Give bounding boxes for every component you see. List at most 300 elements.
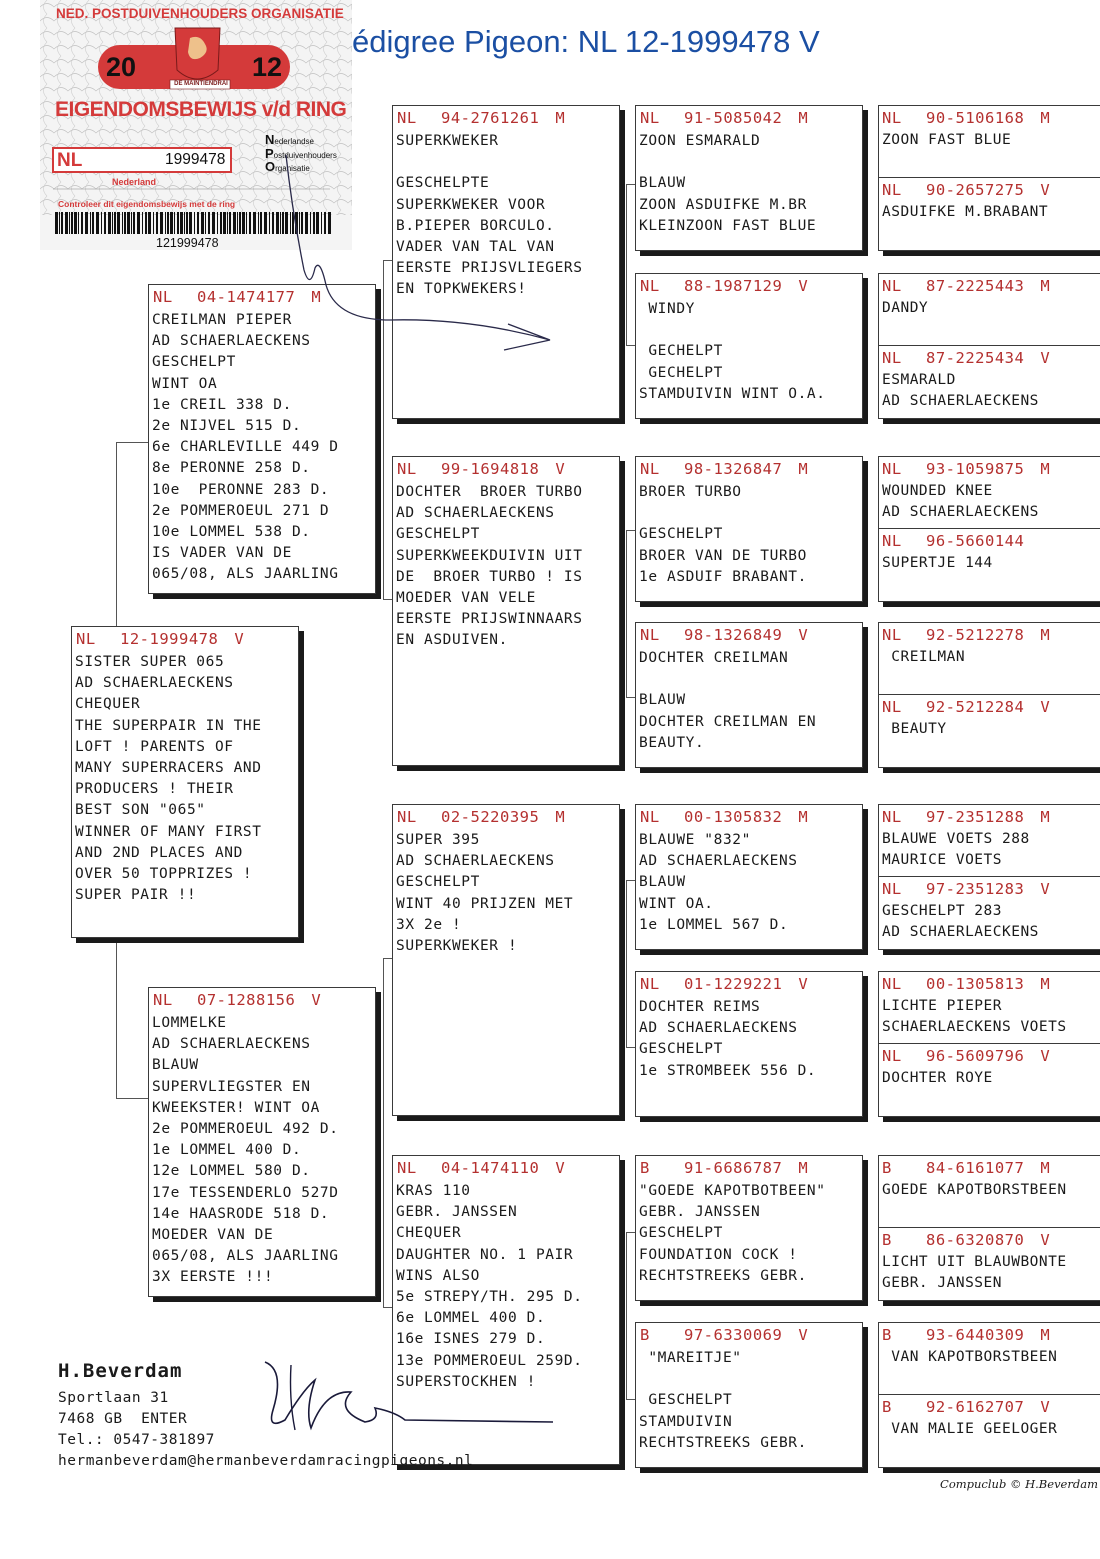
bird-header: [879, 805, 1100, 830]
card-npo-o: rganisatie: [275, 164, 310, 173]
bird-info-line: 14e HAASRODE 518 D.: [152, 1205, 330, 1222]
bird-cell-g5-11[interactable]: [879, 972, 1100, 1044]
bird-country: NL: [397, 460, 417, 478]
bird-card-g4-1[interactable]: [635, 105, 863, 251]
bird-card-g4-6[interactable]: [635, 971, 863, 1117]
bird-country: NL: [882, 880, 902, 898]
bird-header: [393, 805, 619, 830]
bird-info-line: GEBR. JANSSEN: [396, 1204, 518, 1221]
bird-info-line: 065/08, ALS JAARLING: [152, 1248, 339, 1265]
bird-info-line: EN ASDUIVEN.: [396, 632, 508, 649]
bird-info-line: SUPERVLIEGSTER EN: [152, 1078, 311, 1095]
bird-sex: V: [1040, 1231, 1051, 1249]
bird-ring: 00-1305813: [926, 975, 1025, 993]
bird-cell-g5-4[interactable]: [879, 346, 1100, 419]
bird-info-line: SUPERKWEEKDUIVIN UIT: [396, 547, 583, 564]
bird-info-line: STAMDUIVIN: [639, 1413, 733, 1430]
bird-card-mother[interactable]: [148, 987, 376, 1297]
bird-pair-box-3: [878, 456, 1100, 602]
bird-card-g4-2[interactable]: [635, 273, 863, 419]
bird-info-line: 1e LOMMEL 400 D.: [152, 1142, 302, 1159]
bird-header: [879, 106, 1100, 131]
bird-country: NL: [397, 1159, 417, 1177]
bird-info-line: STAMDUIVIN WINT O.A.: [639, 385, 826, 402]
bird-info-line: WOUNDED KNEE: [882, 483, 993, 499]
bird-country: B: [640, 1159, 650, 1177]
bird-info-line: EERSTE PRIJSVLIEGERS: [396, 260, 583, 277]
bird-sex: V: [798, 975, 809, 993]
bird-info-line: ESMARALD: [882, 372, 956, 388]
bird-info-line: DOCHTER ROYE: [882, 1070, 993, 1086]
bird-info-line: AD SCHAERLAECKENS: [639, 853, 798, 870]
bird-cell-g5-15[interactable]: [879, 1323, 1100, 1395]
bird-country: B: [882, 1326, 892, 1344]
bird-ring: 04-1474177: [197, 288, 296, 306]
bird-info-line: BROER VAN DE TURBO: [639, 547, 807, 564]
card-nederland: Nederland: [112, 177, 157, 187]
bird-info-line: AD SCHAERLAECKENS: [882, 393, 1039, 410]
bird-header: [879, 529, 1100, 554]
bird-info-line: ZOON FAST BLUE: [882, 132, 1012, 148]
bird-country: NL: [882, 460, 902, 478]
bird-sex: M: [1040, 626, 1051, 644]
bird-country: NL: [640, 626, 660, 644]
card-deed-title: EIGENDOMSBEWIJS v/d RING: [55, 98, 347, 121]
bird-info-line: GESCHELPT: [639, 1392, 733, 1409]
bird-country: NL: [882, 1047, 902, 1065]
bird-info-line: DOCHTER REIMS: [639, 999, 761, 1015]
bird-sex: M: [1040, 1159, 1051, 1177]
bird-cell-g5-3[interactable]: [879, 274, 1100, 346]
bird-ring: 04-1474110: [441, 1159, 540, 1177]
bird-country: NL: [153, 288, 173, 306]
owner-city: 7468 GB ENTER: [58, 1411, 188, 1427]
bird-info-line: SUPERKWEKER !: [396, 937, 518, 954]
bird-info-line: SISTER SUPER 065: [75, 654, 225, 670]
bird-header: [72, 627, 298, 652]
bird-country: NL: [882, 349, 902, 367]
bird-sex: V: [1040, 349, 1051, 367]
bird-header: [149, 988, 375, 1013]
bird-country: NL: [882, 626, 902, 644]
bird-ring: 97-2351283: [926, 880, 1025, 898]
bird-header: [636, 623, 862, 648]
bird-info-line: SUPERSTOCKHEN !: [396, 1373, 536, 1390]
bird-cell-g5-13[interactable]: [879, 1156, 1100, 1228]
bird-info-line: GECHELPT: [639, 343, 723, 360]
bird-info-line: DOCHTER CREILMAN: [639, 650, 789, 666]
bird-cell-g5-14[interactable]: [879, 1228, 1100, 1301]
bird-info-line: 1e CREIL 338 D.: [152, 396, 292, 413]
bird-country: NL: [882, 181, 902, 199]
bird-country: NL: [640, 460, 660, 478]
bird-country: B: [882, 1231, 892, 1249]
bird-country: NL: [640, 109, 660, 127]
bird-info-line: EN TOPKWEKERS!: [396, 281, 527, 298]
bird-country: NL: [882, 698, 902, 716]
bird-info-line: WINT OA: [152, 375, 218, 392]
bird-ring: 87-2225443: [926, 277, 1025, 295]
bird-cell-g5-16[interactable]: [879, 1395, 1100, 1468]
bird-sex: V: [555, 1159, 566, 1177]
bird-header: [879, 1228, 1100, 1253]
bird-header: [879, 457, 1100, 482]
bird-info-line: GESCHELPT: [396, 526, 480, 543]
bird-sex: M: [798, 109, 809, 127]
bird-header: [879, 178, 1100, 203]
bird-sex: M: [1040, 975, 1051, 993]
bird-info-line: SUPERKWEKER VOOR: [396, 196, 546, 213]
bird-country: B: [882, 1159, 892, 1177]
bird-country: NL: [882, 532, 902, 550]
bird-cell-g5-1[interactable]: [879, 106, 1100, 178]
bird-info-line: ZOON ASDUIFKE M.BR: [639, 196, 807, 213]
bird-cell-g5-9[interactable]: [879, 805, 1100, 877]
bird-sex: M: [1040, 1326, 1051, 1344]
bird-ring: 98-1326849: [684, 626, 783, 644]
bird-header: [879, 877, 1100, 902]
bird-info-line: DOCHTER BROER TURBO: [396, 484, 583, 500]
signature-graphic: [255, 1350, 565, 1440]
bird-info-line: 065/08, ALS JAARLING: [152, 566, 339, 583]
bird-info-line: GESCHELPT: [639, 1041, 723, 1058]
bird-info-line: GESCHELPTE: [396, 175, 490, 192]
bird-info-line: [636, 1369, 862, 1390]
bird-ring: 92-5212278: [926, 626, 1025, 644]
bird-info-line: LOMMELKE: [152, 1015, 227, 1031]
bird-ring: 97-6330069: [684, 1326, 783, 1344]
bird-sex: V: [311, 991, 322, 1009]
bird-ring: 99-1694818: [441, 460, 540, 478]
bird-info-line: "GOEDE KAPOTBOTBEEN": [639, 1183, 826, 1199]
bird-ring: 96-5660144: [926, 532, 1025, 550]
bird-pair-box-7: [878, 1155, 1100, 1301]
bird-sex: M: [555, 808, 566, 826]
bird-info-line: GESCHELPT: [152, 354, 236, 371]
bird-ring: 07-1288156: [197, 991, 296, 1009]
bird-info-line: MAURICE VOETS: [882, 852, 1002, 869]
bird-card-g4-4[interactable]: [635, 622, 863, 768]
bird-country: B: [640, 1326, 650, 1344]
card-ribbon: DE MAINTIENDRAI: [174, 81, 228, 87]
bird-info-line: MOEDER VAN VELE: [396, 589, 536, 606]
bird-sex: M: [798, 460, 809, 478]
bird-info-line: AD SCHAERLAECKENS: [639, 1020, 798, 1037]
bird-header: [636, 805, 862, 830]
bird-ring: 91-5085042: [684, 109, 783, 127]
bird-info-line: [636, 669, 862, 690]
bird-sex: V: [1040, 181, 1051, 199]
owner-email[interactable]: hermanbeverdam@hermanbeverdamracingpigeons.nl: [58, 1453, 474, 1469]
bird-card-mother-father[interactable]: [392, 804, 620, 1116]
bird-sex: V: [1040, 1047, 1051, 1065]
bird-info-line: WINNER OF MANY FIRST: [75, 823, 262, 840]
bird-ring: 94-2761261: [441, 109, 540, 127]
bird-sex: V: [1040, 698, 1051, 716]
bird-info-line: THE SUPERPAIR IN THE: [75, 717, 262, 734]
bird-info-line: WINT OA.: [639, 895, 714, 912]
owner-phone: Tel.: 0547-381897: [58, 1432, 215, 1448]
bird-info-line: DAUGHTER NO. 1 PAIR: [396, 1246, 574, 1263]
bird-ring: 90-2657275: [926, 181, 1025, 199]
bird-info-line: ZOON ESMARALD: [639, 133, 761, 149]
bird-info-line: EERSTE PRIJSWINNAARS: [396, 611, 583, 628]
bird-info-line: GESCHELPT: [639, 526, 723, 543]
bird-info-line: GEBR. JANSSEN: [639, 1204, 761, 1221]
bird-card-g4-8[interactable]: [635, 1322, 863, 1468]
bird-info-line: CREILMAN: [882, 649, 966, 665]
bird-info-line: DOCHTER CREILMAN EN: [639, 713, 817, 730]
bird-info-line: BEST SON "065": [75, 802, 206, 819]
card-npo-block: Nederlandse Postduivenhouders Organisatie: [265, 132, 337, 174]
card-control-note: Controleer dit eigendomsbewijs met de ring: [58, 199, 236, 209]
bird-country: NL: [882, 277, 902, 295]
bird-country: NL: [640, 277, 660, 295]
bird-header: [636, 106, 862, 131]
bird-pair-box-6: [878, 971, 1100, 1117]
bird-info-line: AD SCHAERLAECKENS: [396, 853, 555, 870]
bird-info-line: FOUNDATION COCK !: [639, 1246, 798, 1263]
bird-sex: M: [798, 808, 809, 826]
bird-info-line: GEBR. JANSSEN: [882, 1275, 1002, 1292]
bird-info-line: RECHTSTREEKS GEBR.: [639, 1267, 807, 1284]
bird-cell-g5-7[interactable]: [879, 623, 1100, 695]
card-year-left: 20: [106, 52, 137, 82]
bird-info-line: CHEQUER: [75, 696, 141, 713]
bird-ring: 92-5212284: [926, 698, 1025, 716]
bird-sex: M: [1040, 808, 1051, 826]
bird-sex: V: [234, 630, 245, 648]
owner-name: H.Beverdam: [58, 1360, 183, 1382]
bird-ring: 92-6162707: [926, 1398, 1025, 1416]
bird-info-line: PRODUCERS ! THEIR: [75, 781, 234, 798]
bird-info-line: AND 2ND PLACES AND: [75, 844, 243, 861]
bird-country: NL: [397, 808, 417, 826]
bird-info-line: [636, 152, 862, 173]
bird-info-line: B.PIEPER BORCULO.: [396, 217, 555, 234]
bird-ring: 86-6320870: [926, 1231, 1025, 1249]
card-year-right: 12: [252, 52, 283, 82]
bird-header: [879, 1323, 1100, 1348]
bird-info-line: MOEDER VAN DE: [152, 1226, 274, 1243]
bird-info-line: LICHT UIT BLAUWBONTE: [882, 1254, 1067, 1270]
bird-info-line: GESCHELPT: [639, 1225, 723, 1242]
bird-info-line: 1e STROMBEEK 556 D.: [639, 1062, 817, 1079]
bird-info-line: VADER VAN TAL VAN: [396, 238, 555, 255]
bird-info-line: BLAUWE "832": [639, 832, 751, 848]
bird-header: [393, 1156, 619, 1181]
bird-info-line: 12e LOMMEL 580 D.: [152, 1163, 311, 1180]
bird-pair-box-5: [878, 804, 1100, 950]
bird-info-line: 1e LOMMEL 567 D.: [639, 916, 789, 933]
bird-info-line: BLAUW: [639, 175, 686, 192]
bird-info-line: AD SCHAERLAECKENS: [882, 504, 1039, 521]
bird-ring: 87-2225434: [926, 349, 1025, 367]
bird-info-line: 8e PERONNE 258 D.: [152, 460, 311, 477]
bird-info-line: 2e NIJVEL 515 D.: [152, 417, 302, 434]
bird-info-line: GESCHELPT 283: [882, 903, 1002, 919]
bird-info-line: DANDY: [882, 300, 929, 316]
bird-info-line: 3X 2e !: [396, 916, 462, 933]
card-org: NED. POSTDUIVENHOUDERS ORGANISATIE: [56, 6, 344, 21]
bird-info-line: 17e TESSENDERLO 527D: [152, 1184, 339, 1201]
bird-info-line: AD SCHAERLAECKENS: [152, 1036, 311, 1053]
bird-info-line: BLAUW: [152, 1057, 199, 1074]
bird-info-line: LOFT ! PARENTS OF: [75, 738, 234, 755]
card-ring-number: 1999478: [165, 151, 226, 168]
bird-info-line: CREILMAN PIEPER: [152, 312, 292, 328]
bird-info-line: SCHAERLAECKENS VOETS: [882, 1019, 1067, 1036]
bird-header: [636, 1156, 862, 1181]
bird-header: [879, 1156, 1100, 1181]
bird-info-line: 16e ISNES 279 D.: [396, 1331, 546, 1348]
bird-ring: 97-2351288: [926, 808, 1025, 826]
bird-pair-box-2: [878, 273, 1100, 419]
bird-info-line: CHEQUER: [396, 1225, 462, 1242]
bird-ring: 12-1999478: [120, 630, 219, 648]
bird-info-line: ASDUIFKE M.BRABANT: [882, 204, 1049, 220]
bird-sex: V: [1040, 1398, 1051, 1416]
bird-sex: M: [1040, 277, 1051, 295]
bird-info-line: MANY SUPERRACERS AND: [75, 759, 262, 776]
bird-info-line: [636, 320, 862, 341]
page-title: édigree Pigeon: NL 12-1999478 V: [352, 24, 820, 59]
bird-country: NL: [640, 808, 660, 826]
bird-info-line: SUPERTJE 144: [882, 555, 993, 571]
bird-info-line: 6e CHARLEVILLE 449 D: [152, 439, 339, 456]
bird-header: [879, 1395, 1100, 1420]
bird-sex: V: [555, 460, 566, 478]
bird-ring: 98-1326847: [684, 460, 783, 478]
bird-cell-g5-8[interactable]: [879, 695, 1100, 768]
bird-header: [879, 623, 1100, 648]
owner-street: Sportlaan 31: [58, 1390, 169, 1406]
bird-info-line: 10e LOMMEL 538 D.: [152, 523, 311, 540]
bird-info-line: 13e POMMEROEUL 259D.: [396, 1352, 583, 1369]
bird-sex: V: [798, 277, 809, 295]
bird-info-line: "MAREITJE": [639, 1350, 742, 1366]
bird-country: NL: [640, 975, 660, 993]
card-country: NL: [57, 150, 83, 171]
bird-ring: 90-5106168: [926, 109, 1025, 127]
bird-ring: 96-5609796: [926, 1047, 1025, 1065]
bird-info-line: BLAUW: [639, 692, 686, 709]
bird-info-line: 1e ASDUIF BRABANT.: [639, 568, 807, 585]
bird-cell-g5-6[interactable]: [879, 529, 1100, 602]
bird-info-line: BEAUTY.: [639, 734, 705, 751]
bird-info-line: LICHTE PIEPER: [882, 998, 1002, 1014]
bird-info-line: RECHTSTREEKS GEBR.: [639, 1434, 807, 1451]
bird-info-line: GOEDE KAPOTBORSTBEEN: [882, 1182, 1067, 1198]
bird-ring: 02-5220395: [441, 808, 540, 826]
bird-info-line: BLAUWE VOETS 288: [882, 831, 1030, 847]
bird-header: [879, 972, 1100, 997]
bird-card-father-mother[interactable]: [392, 456, 620, 766]
bird-info-line: AD SCHAERLAECKENS: [882, 924, 1039, 941]
bird-info-line: IS VADER VAN DE: [152, 545, 292, 562]
bird-info-line: AD SCHAERLAECKENS: [396, 505, 555, 522]
bird-header: [879, 346, 1100, 371]
bird-info-line: BLAUW: [639, 874, 686, 891]
bird-info-line: GECHELPT: [639, 364, 723, 381]
bird-cell-g5-10[interactable]: [879, 877, 1100, 950]
bird-header: [393, 106, 619, 131]
bird-country: NL: [882, 975, 902, 993]
bird-info-line: KLEINZOON FAST BLUE: [639, 217, 817, 234]
bird-pair-box-1: [878, 105, 1100, 251]
bird-ring: 91-6686787: [684, 1159, 783, 1177]
bird-info-line: AD SCHAERLAECKENS: [152, 333, 311, 350]
bird-info-line: SUPER 395: [396, 832, 480, 848]
bird-country: NL: [76, 630, 96, 648]
card-npo-n: ederlandse: [274, 137, 314, 146]
bird-country: NL: [882, 109, 902, 127]
bird-sex: M: [555, 109, 566, 127]
bird-info-line: VAN KAPOTBORSTBEEN: [882, 1349, 1058, 1365]
bird-info-line: DE BROER TURBO ! IS: [396, 568, 583, 585]
bird-header: [393, 457, 619, 482]
bird-cell-g5-12[interactable]: [879, 1044, 1100, 1117]
bird-sex: M: [1040, 109, 1051, 127]
bird-sex: V: [798, 1326, 809, 1344]
bird-info-line: BEAUTY: [882, 721, 947, 737]
bird-card-g4-7[interactable]: [635, 1155, 863, 1301]
bird-ring: 93-6440309: [926, 1326, 1025, 1344]
bird-card-g4-5[interactable]: [635, 804, 863, 950]
bird-info-line: VAN MALIE GEELOGER: [882, 1421, 1058, 1437]
bird-info-line: WINDY: [639, 301, 695, 317]
bird-info-line: WINS ALSO: [396, 1267, 480, 1284]
bird-pair-box-4: [878, 622, 1100, 768]
bird-ring: 00-1305832: [684, 808, 783, 826]
bird-info-line: KRAS 110: [396, 1183, 471, 1199]
bird-info-line: 6e LOMMEL 400 D.: [396, 1310, 546, 1327]
bird-info-line: BROER TURBO: [639, 484, 742, 500]
bird-info-line: AD SCHAERLAECKENS: [75, 675, 234, 692]
hand-drawn-arrow: [270, 150, 570, 360]
bird-card-subject[interactable]: [71, 626, 299, 938]
bird-ring: 88-1987129: [684, 277, 783, 295]
bird-card-g4-3[interactable]: [635, 456, 863, 602]
bird-info-line: 3X EERSTE !!!: [152, 1269, 274, 1286]
bird-sex: M: [311, 288, 322, 306]
bird-sex: V: [1040, 880, 1051, 898]
bird-ring: 01-1229221: [684, 975, 783, 993]
bird-info-line: 2e POMMEROEUL 492 D.: [152, 1120, 339, 1137]
bird-ring: 93-1059875: [926, 460, 1025, 478]
bird-header: [636, 972, 862, 997]
bird-sex: M: [798, 1159, 809, 1177]
bird-header: [636, 1323, 862, 1348]
bird-cell-g5-5[interactable]: [879, 457, 1100, 529]
bird-info-line: 2e POMMEROEUL 271 D: [152, 502, 330, 519]
bird-info-line: 5e STREPY/TH. 295 D.: [396, 1288, 583, 1305]
bird-sex: M: [1040, 460, 1051, 478]
bird-header: [879, 274, 1100, 299]
bird-info-line: [636, 503, 862, 524]
card-barcode-number: 121999478: [156, 236, 219, 250]
bird-country: NL: [153, 991, 173, 1009]
bird-header: [636, 457, 862, 482]
bird-info-line: OVER 50 TOPPRIZES !: [75, 865, 253, 882]
bird-info-line: SUPERKWEKER: [396, 133, 499, 149]
card-npo-p: ostduivenhouders: [273, 150, 337, 160]
bird-header: [879, 695, 1100, 720]
bird-info-line: 10e PERONNE 283 D.: [152, 481, 330, 498]
bird-info-line: GESCHELPT: [396, 874, 480, 891]
bird-cell-g5-2[interactable]: [879, 178, 1100, 251]
bird-info-line: SUPER PAIR !!: [75, 887, 197, 904]
